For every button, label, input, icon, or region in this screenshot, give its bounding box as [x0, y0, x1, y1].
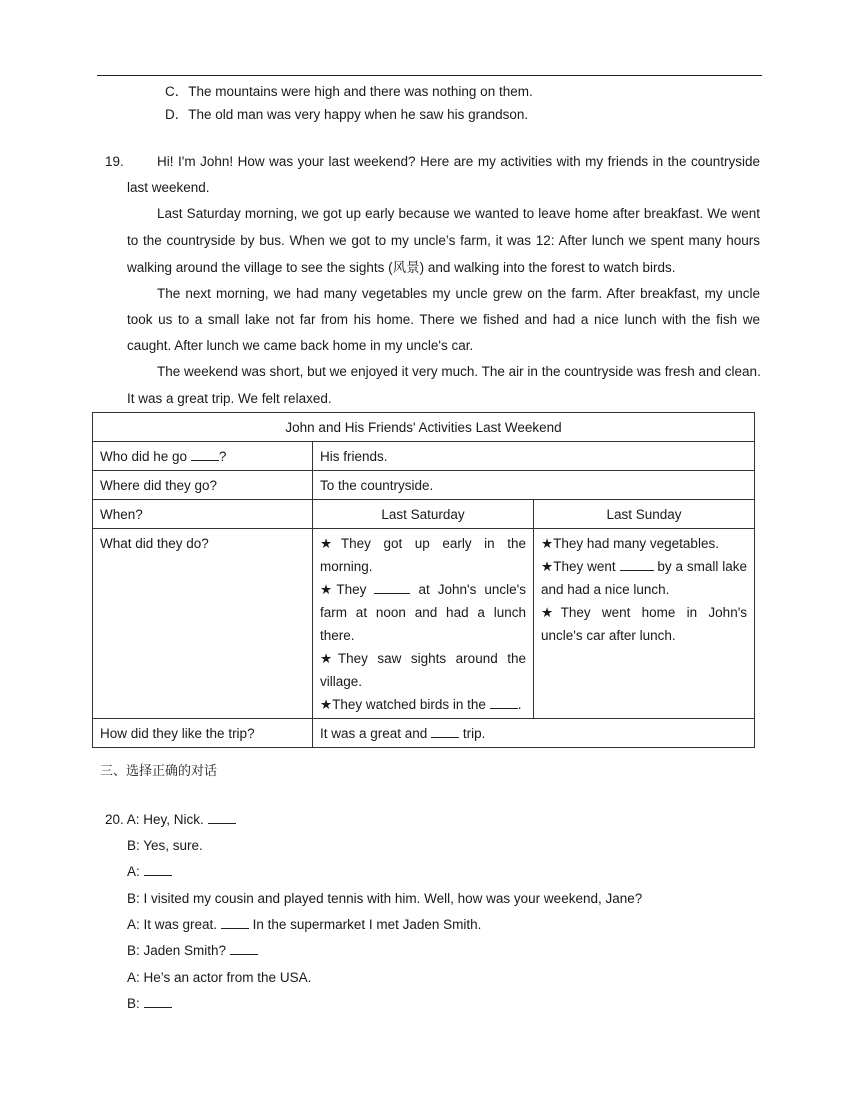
q20-line-3 — [127, 863, 172, 881]
sat-activity-4: ★They watched birds in the . — [320, 697, 522, 712]
table-row — [93, 719, 755, 748]
q20-line-5-b: In the supermarket I met Jaden Smith. — [252, 917, 482, 932]
who-question: Who did he go ? — [93, 442, 313, 471]
q19-para3-line3: caught. After lunch we came back home in my uncle's car. — [127, 338, 474, 353]
table-row — [93, 413, 755, 442]
q19-para4-line2: It was a great trip. We felt relaxed. — [127, 391, 332, 406]
q20-line-1-text: 20. A: Hey, Nick. — [105, 812, 204, 827]
q19-para1-line2: last weekend. — [127, 180, 210, 195]
answer-blank[interactable] — [490, 696, 518, 709]
answer-blank[interactable] — [191, 448, 219, 461]
table-row — [93, 442, 755, 471]
q20-line-1 — [105, 811, 236, 829]
answer-blank[interactable] — [221, 916, 249, 929]
header-rule — [97, 75, 762, 76]
table-row — [93, 529, 755, 719]
sat-activity-2 — [320, 578, 526, 647]
answer-blank[interactable] — [620, 558, 654, 571]
table-title: John and His Friends' Activities Last Weekend — [93, 413, 755, 442]
answer-blank[interactable] — [144, 863, 172, 876]
q19-para3-line1: The next morning, we had many vegetables my uncle grew on the farm. After breakfast, my uncle — [157, 286, 760, 301]
sat-activity-4-a: ★They watched birds in the — [320, 697, 486, 712]
q20-line-6-text: B: Jaden Smith? — [127, 943, 227, 958]
when-question: When? — [93, 500, 313, 529]
sat-activity-1: ★They got up early in the morning. — [320, 536, 526, 574]
option-d: D．The old man was very happy when he saw his grandson. — [165, 107, 529, 122]
section-3-title: 三、选择正确的对话 — [100, 764, 218, 779]
saturday-header: Last Saturday — [313, 500, 534, 529]
answer-blank[interactable] — [208, 811, 236, 824]
q20-line-2: B: Yes, sure. — [127, 838, 203, 853]
sunday-header: Last Sunday — [534, 500, 755, 529]
q19-para3-line2: took us to a small lake not far from his home. There we fished and had a nice lunch with the fish we — [127, 312, 760, 327]
how-answer-b: trip. — [462, 726, 486, 741]
q20-line-3-text: A: — [127, 864, 140, 879]
who-question-text: Who did he go — [100, 449, 188, 464]
answer-blank[interactable] — [374, 581, 410, 594]
answer-blank[interactable] — [431, 725, 459, 738]
sun-activity-3: ★They went home in John's uncle's car after lunch. — [541, 605, 748, 643]
q19-para2-line2: to the countryside by bus. When we got to my uncle’s farm, it was 12: After lunch we spent many hours — [127, 233, 760, 248]
table-row — [93, 500, 755, 529]
who-answer: His friends. — [313, 442, 755, 471]
q20-line-6 — [127, 942, 258, 960]
where-answer: To the countryside. — [313, 471, 755, 500]
q20-line-8 — [127, 995, 172, 1013]
sun-activity-1: ★They had many vegetables. — [541, 536, 719, 551]
sat-activity-2-a: ★They — [320, 582, 367, 597]
question-19-number: 19. — [105, 154, 124, 169]
table-row — [93, 471, 755, 500]
sun-activity-2-b: by a small lake and had a nice lunch. — [541, 559, 748, 597]
how-question: How did they like the trip? — [93, 719, 313, 748]
q19-para2-line3: walking around the village to see the sights (风景) and walking into the forest to watch birds. — [127, 260, 676, 275]
answer-blank[interactable] — [144, 995, 172, 1008]
sunday-activities — [534, 529, 755, 719]
q19-para1-line1: Hi! I'm John! How was your last weekend? Here are my activities with my friends in the countryside — [157, 154, 760, 169]
how-answer-a: It was a great and — [320, 726, 428, 741]
q20-line-5 — [127, 916, 481, 934]
where-question: Where did they go? — [93, 471, 313, 500]
what-question: What did they do? — [93, 529, 313, 719]
answer-blank[interactable] — [230, 942, 258, 955]
q20-line-5-a: A: It was great. — [127, 917, 218, 932]
q20-line-4: B: I visited my cousin and played tennis with him. Well, how was your weekend, Jane? — [127, 891, 643, 906]
q19-para4-line1: The weekend was short, but we enjoyed it very much. The air in the countryside was fresh and clean. — [157, 364, 761, 379]
sun-activity-2-a: ★They went — [541, 559, 616, 574]
sat-activity-3: ★They saw sights around the village. — [320, 651, 526, 689]
q19-para2-line1: Last Saturday morning, we got up early because we wanted to leave home after breakfast. We went — [157, 206, 760, 221]
option-c: C．The mountains were high and there was nothing on them. — [165, 84, 533, 99]
how-answer — [313, 719, 755, 748]
sun-activity-2 — [541, 555, 747, 601]
activities-table — [92, 412, 755, 748]
q20-line-7: A: He’s an actor from the USA. — [127, 970, 312, 985]
sat-activity-2-b: at John's uncle's farm at noon and had a lunch there. — [320, 582, 526, 643]
saturday-activities — [313, 529, 534, 719]
q20-line-8-text: B: — [127, 996, 140, 1011]
